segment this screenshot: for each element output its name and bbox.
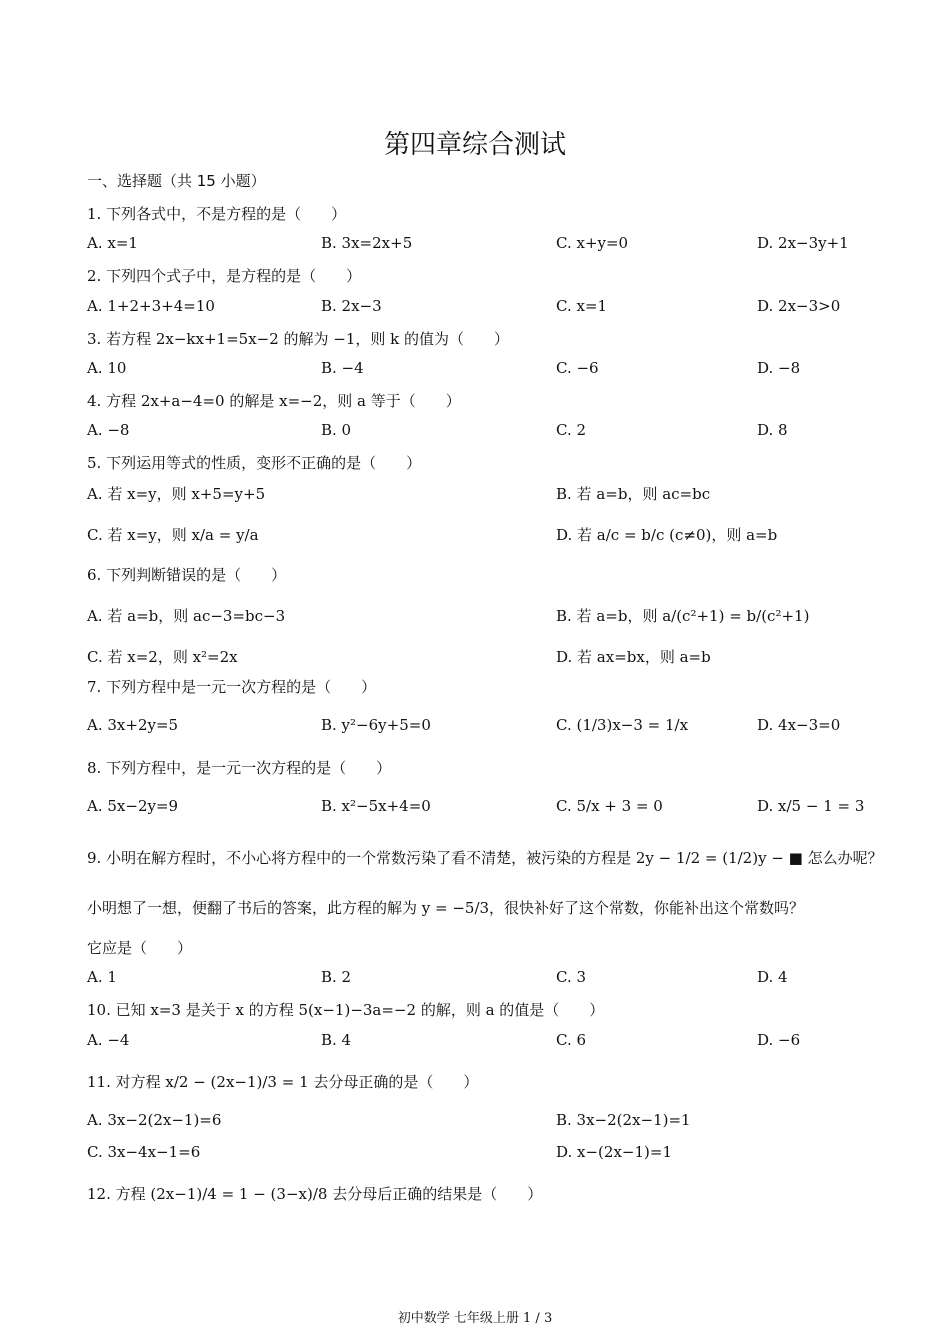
question-5-stem: 5. 下列运用等式的性质，变形不正确的是（ ） [87, 454, 422, 472]
question-3-stem: 3. 若方程 2x−kx+1=5x−2 的解为 −1，则 k 的值为（ ） [87, 330, 510, 348]
question-7-option-d[interactable]: D. 4x−3=0 [757, 716, 841, 734]
question-2-option-b[interactable]: B. 2x−3 [321, 297, 382, 315]
question-1-stem: 1. 下列各式中，不是方程的是（ ） [87, 205, 347, 223]
question-6-option-a[interactable]: A. 若 a=b，则 ac−3=bc−3 [87, 607, 286, 625]
question-8-option-b[interactable]: B. x²−5x+4=0 [321, 797, 431, 815]
page-title: 第四章综合测试 [383, 130, 566, 160]
question-5-option-a[interactable]: A. 若 x=y，则 x+5=y+5 [87, 485, 266, 503]
question-10-option-a[interactable]: A. −4 [87, 1031, 130, 1049]
question-6-option-d[interactable]: D. 若 ax=bx，则 a=b [556, 648, 711, 666]
question-5-option-d[interactable]: D. 若 a/c = b/c (c≠0)，则 a=b [556, 526, 778, 544]
question-1-option-c[interactable]: C. x+y=0 [556, 234, 629, 252]
question-10-option-b[interactable]: B. 4 [321, 1031, 352, 1049]
question-7-option-b[interactable]: B. y²−6y+5=0 [321, 716, 431, 734]
question-9-option-a[interactable]: A. 1 [87, 968, 117, 986]
question-3-option-c[interactable]: C. −6 [556, 359, 599, 377]
question-6-option-c[interactable]: C. 若 x=2，则 x²=2x [87, 648, 238, 666]
question-3-option-b[interactable]: B. −4 [321, 359, 364, 377]
question-6-stem: 6. 下列判断错误的是（ ） [87, 566, 287, 584]
question-9-stem-line2: 小明想了一想，便翻了书后的答案，此方程的解为 y = −5/3，很快补好了这个常数，你能补出这个常数吗？ [87, 899, 805, 917]
question-9-stem-line3: 它应是（ ） [87, 939, 193, 957]
question-11-option-c[interactable]: C. 3x−4x−1=6 [87, 1143, 201, 1161]
question-2-option-a[interactable]: A. 1+2+3+4=10 [87, 297, 215, 315]
question-8-option-d[interactable]: D. x/5 − 1 = 3 [757, 797, 865, 815]
question-3-option-a[interactable]: A. 10 [87, 359, 127, 377]
question-2-option-c[interactable]: C. x=1 [556, 297, 608, 315]
question-3-option-d[interactable]: D. −8 [757, 359, 801, 377]
question-11-option-d[interactable]: D. x−(2x−1)=1 [556, 1143, 672, 1161]
question-9-option-c[interactable]: C. 3 [556, 968, 587, 986]
question-4-option-d[interactable]: D. 8 [757, 421, 788, 439]
question-4-stem: 4. 方程 2x+a−4=0 的解是 x=−2，则 a 等于（ ） [87, 392, 461, 410]
question-11-option-a[interactable]: A. 3x−2(2x−1)=6 [87, 1111, 222, 1129]
question-8-stem: 8. 下列方程中，是一元一次方程的是（ ） [87, 759, 392, 777]
question-7-stem: 7. 下列方程中是一元一次方程的是（ ） [87, 678, 377, 696]
question-9-option-b[interactable]: B. 2 [321, 968, 352, 986]
question-4-option-b[interactable]: B. 0 [321, 421, 352, 439]
question-10-option-c[interactable]: C. 6 [556, 1031, 587, 1049]
question-6-option-b[interactable]: B. 若 a=b，则 a/(c²+1) = b/(c²+1) [556, 607, 810, 625]
question-5-option-c[interactable]: C. 若 x=y，则 x/a = y/a [87, 526, 259, 544]
question-2-stem: 2. 下列四个式子中，是方程的是（ ） [87, 267, 362, 285]
question-7-option-a[interactable]: A. 3x+2y=5 [87, 716, 179, 734]
section-heading: 一、选择题（共 15 小题） [87, 172, 266, 190]
question-9-option-d[interactable]: D. 4 [757, 968, 788, 986]
question-1-option-d[interactable]: D. 2x−3y+1 [757, 234, 849, 252]
question-9-stem: 9. 小明在解方程时，不小心将方程中的一个常数污染了看不清楚，被污染的方程是 2y − 1/2 = (1/2)y − ■ 怎么办呢？ [87, 849, 883, 867]
question-4-option-a[interactable]: A. −8 [87, 421, 130, 439]
question-10-stem: 10. 已知 x=3 是关于 x 的方程 5(x−1)−3a=−2 的解，则 a 的值是（ ） [87, 1001, 605, 1019]
question-2-option-d[interactable]: D. 2x−3>0 [757, 297, 841, 315]
question-8-option-a[interactable]: A. 5x−2y=9 [87, 797, 179, 815]
question-1-option-b[interactable]: B. 3x=2x+5 [321, 234, 413, 252]
question-8-option-c[interactable]: C. 5/x + 3 = 0 [556, 797, 663, 815]
question-5-option-b[interactable]: B. 若 a=b，则 ac=bc [556, 485, 711, 503]
question-11-stem: 11. 对方程 x/2 − (2x−1)/3 = 1 去分母正确的是（ ） [87, 1073, 479, 1091]
question-10-option-d[interactable]: D. −6 [757, 1031, 801, 1049]
question-11-option-b[interactable]: B. 3x−2(2x−1)=1 [556, 1111, 691, 1129]
page-footer: 初中数学 七年级上册 1 / 3 [397, 1311, 553, 1326]
question-4-option-c[interactable]: C. 2 [556, 421, 587, 439]
question-1-option-a[interactable]: A. x=1 [87, 234, 138, 252]
question-7-option-c[interactable]: C. (1/3)x−3 = 1/x [556, 716, 689, 734]
question-12-stem: 12. 方程 (2x−1)/4 = 1 − (3−x)/8 去分母后正确的结果是（ ） [87, 1185, 543, 1203]
